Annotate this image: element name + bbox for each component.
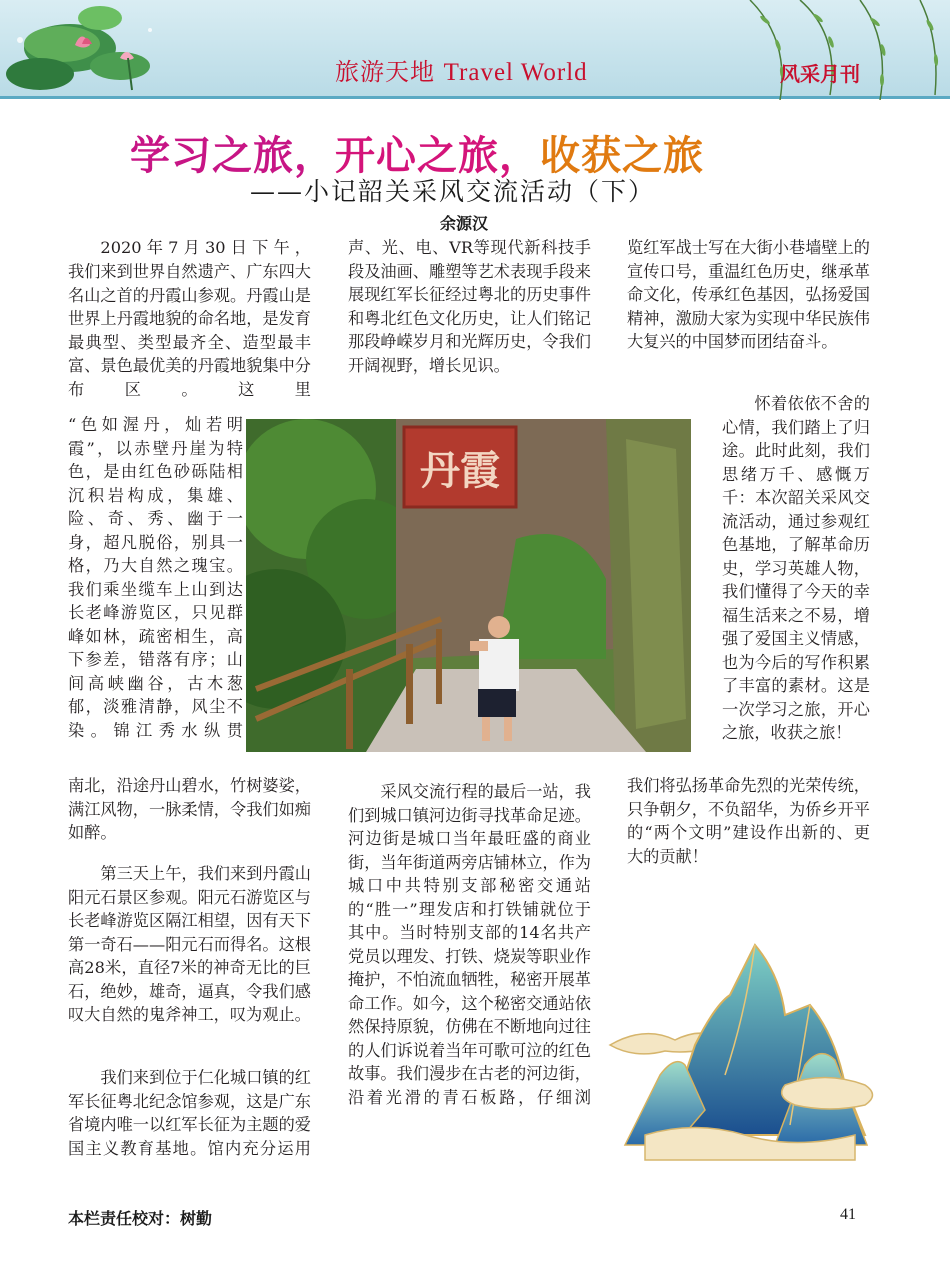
mountain-illustration <box>605 935 885 1165</box>
col1-paragraph-1d: 南北，沿途丹山碧水，竹树婆娑，满江风物，一脉柔情，令我们如痴如醉。 <box>68 776 311 842</box>
col2-paragraph-2: 采风交流行程的最后一站，我们到城口镇河边街寻找革命足迹。河边街是城口当年最旺盛的商业街，当年街道两旁店铺林立，作为城口中共特别支部秘密交通站的“胜一”理发店和打铁铺就位于其中。当时特别支部的14名共产党员以理发、打铁、烧炭等职业作掩护，不怕流血牺牲，秘密开展革命工作。如今，这个秘密交通站依然保持原貌，仿佛在不断地向过往的人们诉说着当年可歌可泣的红色故事。我们漫步在古老的河边街，沿着光滑的青石板路，仔细浏 <box>348 782 591 1107</box>
col1-paragraph-2: 第三天上午，我们来到丹霞山阳元石景区参观。阳元石游览区与长老峰游览区隔江相望，因有天下第一奇石——阳元石而得名。这根高28米，直径7米的神奇无比的巨石，绝妙，雄奇，逼真，令我们感叹大自然的鬼斧神工，叹为观止。 <box>68 864 311 1024</box>
section-title-en: Travel World <box>443 59 588 86</box>
page-number: 41 <box>840 1206 856 1223</box>
proofreader-credit: 本栏责任校对：树勤 <box>68 1209 213 1228</box>
article-author: 余源汉 <box>440 214 489 233</box>
section-title <box>335 52 588 87</box>
col2-paragraph-1: 声、光、电、VR等现代新科技手段及油画、雕塑等艺术表现手段来展现红军长征经过粤北的历史事件和粤北红色文化历史，让人们铭记那段峥嵘岁月和光辉历史，令我们开阔视野，增长见识。 <box>348 238 591 375</box>
title-part-1: 学习之旅， <box>130 133 335 179</box>
magazine-brand: 风采月刊 <box>780 62 860 86</box>
col1-paragraph-1a: 2020年7月30日下午， <box>100 238 311 257</box>
photo-sign-text: 丹霞 <box>420 447 500 494</box>
col1-paragraph-1c: “色如渥丹，灿若明霞”，以赤壁丹崖为特色，是由红色砂砾陆相沉积岩构成，集雄、险、奇、秀、幽于一身，超凡脱俗，别具一格，乃大自然之瑰宝。我们乘坐缆车上山到达长老峰游览区，只见群峰如林，疏密相生，高下参差，错落有序；山间高峡幽谷，古木葱郁，淡雅清静，风尘不染。锦江秀水纵贯 <box>68 415 243 740</box>
article-subtitle: ——小记韶关采风交流活动（下） <box>250 177 656 206</box>
col3-paragraph-3: 我们将弘扬革命先烈的光荣传统，只争朝夕，不负韶华，为侨乡开平的“两个文明”建设作出新的、更大的贡献！ <box>627 776 870 866</box>
col3-paragraph-2: 怀着依依不舍的心情，我们踏上了归途。此时此刻，我们思绪万千、感慨万千：本次韶关采风交流活动，通过参观红色基地，了解革命历史，学习英雄人物，我们懂得了今天的幸福生活来之不易，增强了爱国主义情感，也为今后的写作积累了丰富的素材。这是一次学习之旅，开心之旅，收获之旅！ <box>722 394 870 742</box>
col3-paragraph-1: 览红军战士写在大街小巷墙壁上的宣传口号，重温红色历史，继承革命文化，传承红色基因，弘扬爱国精神，激励大家为实现中华民族伟大复兴的中国梦而团结奋斗。 <box>627 238 870 351</box>
col1-paragraph-1b: 我们来到世界自然遗产、广东四大名山之首的丹霞山参观。丹霞山是世界上丹霞地貌的命名地，是发育最典型、类型最齐全、造型最丰富、景色最优美的丹霞地貌集中分布区。这里 <box>68 262 311 399</box>
title-part-3: 收获之旅 <box>540 133 704 179</box>
lotus-illustration <box>0 0 190 96</box>
col1-paragraph-3: 我们来到位于仁化城口镇的红军长征粤北纪念馆参观，这是广东省境内唯一以红军长征为主题的爱国主义教育基地。馆内充分运用 <box>68 1068 311 1158</box>
danxia-photo <box>246 419 691 752</box>
title-part-2: 开心之旅， <box>335 133 540 179</box>
section-title-cn: 旅游天地 <box>335 58 435 86</box>
